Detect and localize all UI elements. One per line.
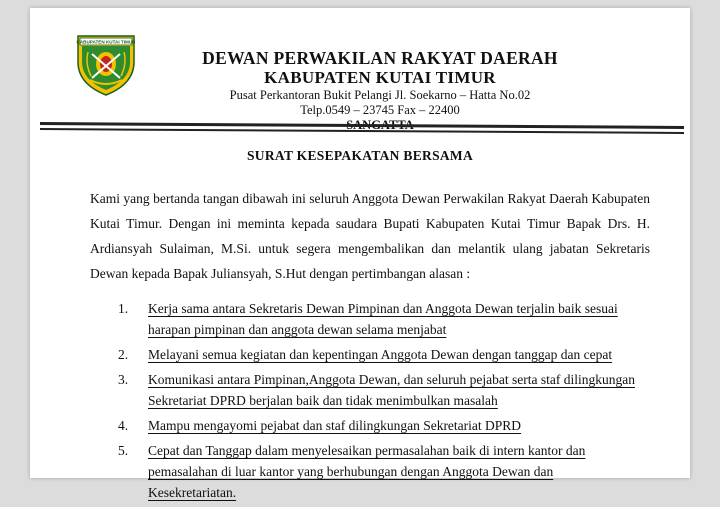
regency-name: KABUPATEN KUTAI TIMUR [264,68,496,87]
item-number: 1. [118,301,129,316]
phone-fax: Telp.0549 – 23745 Fax – 22400 [300,103,460,117]
item-text: Melayani semua kegiatan dan kepentingan Anggota Dewan dengan tanggap dan cepat [148,347,613,362]
item-text: Kerja sama antara Sekretaris Dewan Pimpinan dan Anggota Dewan terjalin baik sesuai harapan pimpinan dan anggota dewan selama menjabat [148,301,618,337]
reasons-list [118,298,638,507]
item-number: 2. [118,347,129,362]
regency-logo [72,32,140,98]
document-page [30,8,690,500]
list-item [118,415,638,436]
coat-of-arms-icon [72,32,140,98]
list-item [118,369,638,411]
item-number: 4. [118,418,129,433]
letterhead [170,48,590,133]
list-item [118,298,638,340]
list-item [118,440,638,503]
office-address: Pusat Perkantoran Bukit Pelangi Jl. Soekarno – Hatta No.02 [229,88,531,102]
svg-text:KABUPATEN KUTAI TIMUR: KABUPATEN KUTAI TIMUR [76,39,136,45]
item-text: Cepat dan Tanggap dalam menyelesaikan permasalahan baik di intern kantor dan pemasalahan di luar kantor yang berhubungan dengan Anggota Dewan dan Kesekretariatan. [148,443,586,500]
council-name: DEWAN PERWAKILAN RAKYAT DAERAH [202,48,558,68]
item-text: Komunikasi antara Pimpinan,Anggota Dewan, dan seluruh pejabat serta staf dilingkungan Sekretariat DPRD berjalan baik dan tidak menimbulkan masalah [148,372,636,408]
list-item [118,344,638,365]
item-number: 3. [118,372,129,387]
intro-paragraph: Kami yang bertanda tangan dibawah ini seluruh Anggota Dewan Perwakilan Rakyat Daerah Kabupaten Kutai Timur. Dengan ini meminta kepada saudara Bupati Kabupaten Kutai Timur Bapak Drs. H. Ardiansyah Sulaiman, M.Si. untuk segera mengembalikan dan melantik ulang jabatan Sekretaris Dewan kepada Bapak Juliansyah, S.Hut dengan pertimbangan alasan : [90,191,650,281]
item-number: 5. [118,443,129,458]
document-title: SURAT KESEPAKATAN BERSAMA [246,148,474,163]
item-text: Mampu mengayomi pejabat dan staf dilingkungan Sekretariat DPRD [148,418,522,433]
